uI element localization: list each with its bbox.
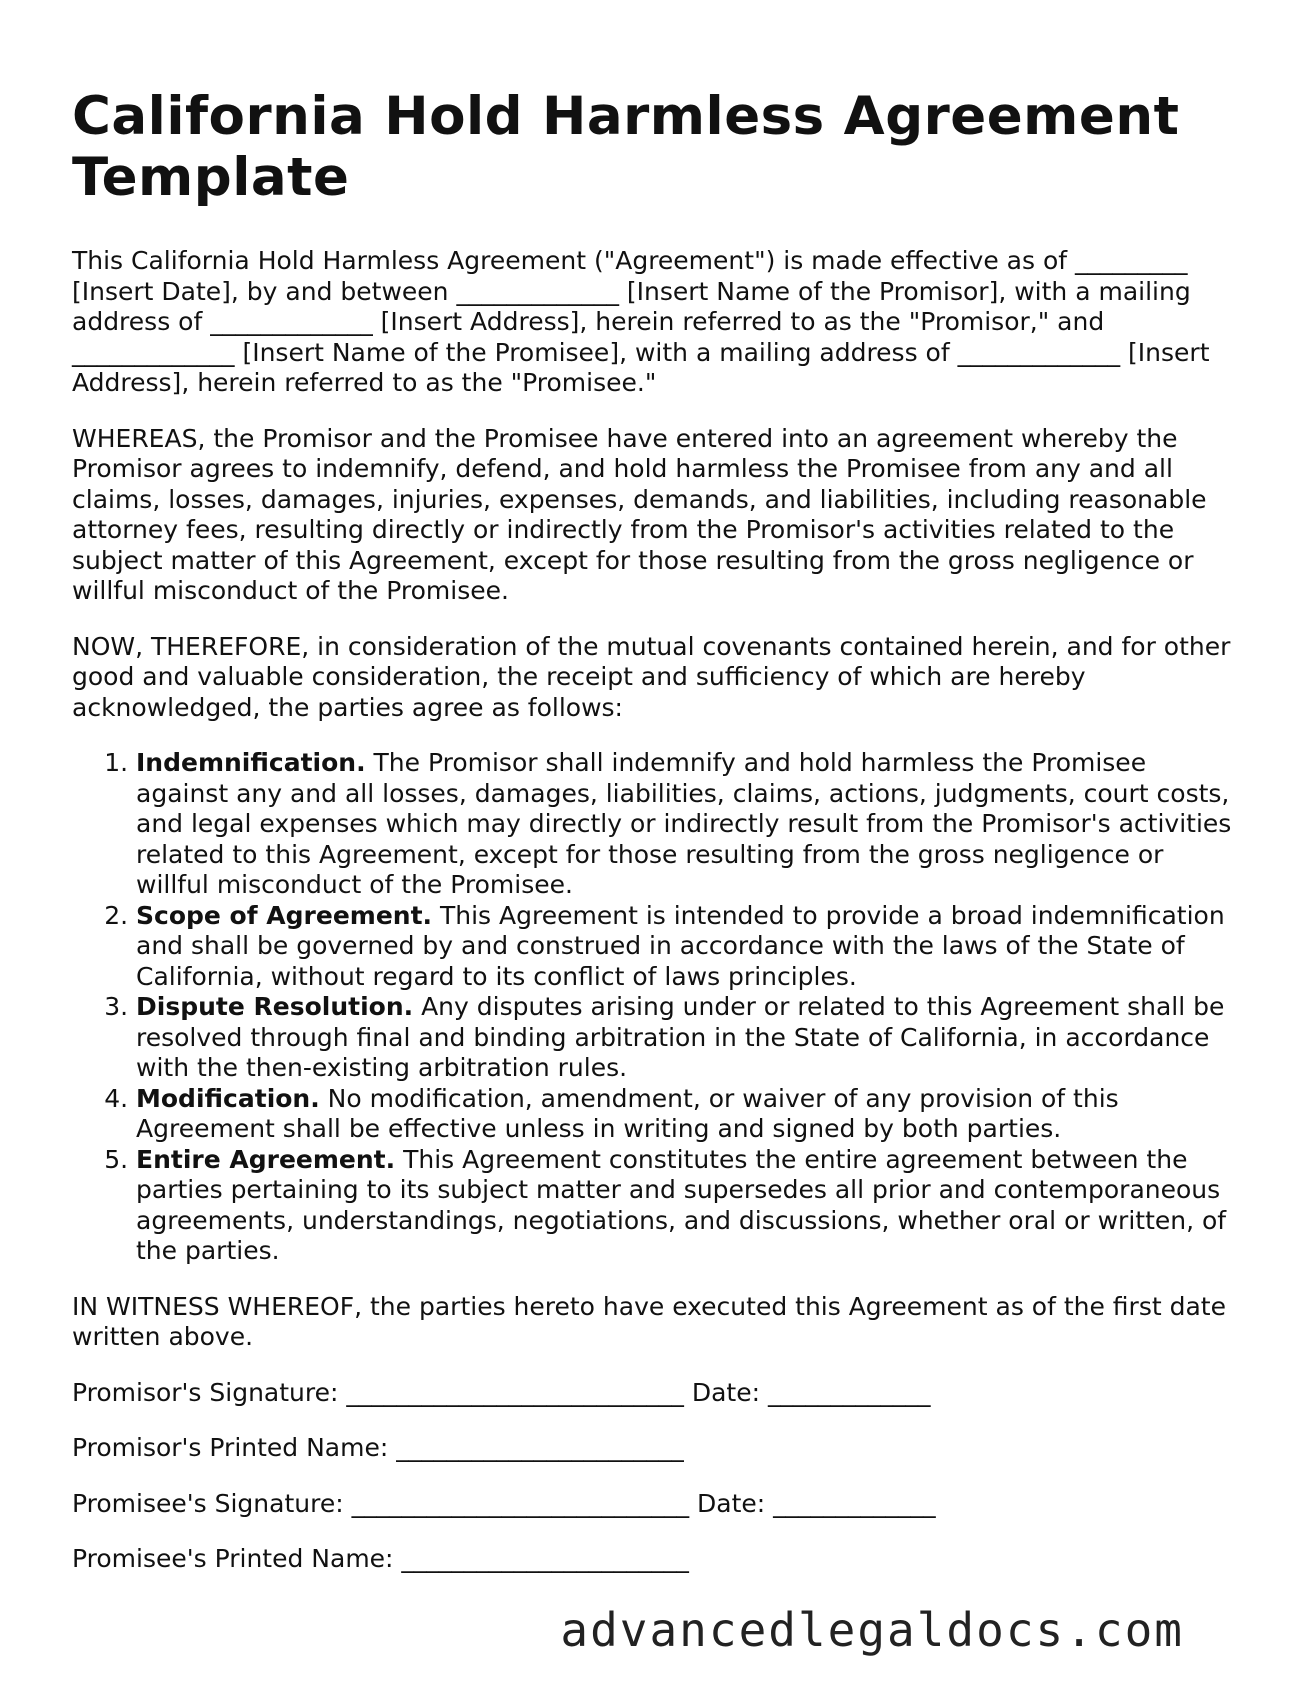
clause-heading: Indemnification. [136, 748, 366, 777]
clause-heading: Entire Agreement. [136, 1144, 396, 1174]
promisor-printed-name-line: Promisor's Printed Name: _______________________ [72, 1433, 684, 1462]
clause-heading: Dispute Resolution. [136, 992, 414, 1021]
clause-text: The Promisor shall indemnify and hold harmless the Promisee against any and all losses, damages, liabilities, claims, actions, judgments, court costs, and legal expenses which may directly or indirectly result from the Promisor's activities related to this Agreement, except for those resulting from the gross negligence or willful misconduct of the Promisee. [136, 748, 1232, 899]
now-therefore-paragraph: NOW, THEREFORE, in consideration of the mutual covenants contained herein, and for other good and valuable consideration, the receipt and sufficiency of which are hereby acknowledged, the parties agree as follows: [72, 631, 1231, 722]
clause-text: This Agreement is intended to provide a broad indemnification and shall be governed by and construed in accordance with the laws of the State of California, without regard to its conflict of laws principles. [136, 900, 1225, 991]
site-watermark: advancedlegaldocs.com [560, 1603, 1184, 1657]
witness-paragraph: IN WITNESS WHEREOF, the parties hereto have executed this Agreement as of the first date written above. [72, 1291, 1226, 1351]
clause-item [136, 748, 1232, 901]
clause-heading: Scope of Agreement. [136, 900, 433, 930]
clause-item [136, 1145, 1232, 1267]
clause-item [136, 901, 1232, 993]
clause-text: Any disputes arising under or related to this Agreement shall be resolved through final and binding arbitration in the State of California, in accordance with the then-existing arbitration rules. [136, 992, 1225, 1082]
document-title: California Hold Harmless Agreement Template [72, 86, 1180, 208]
clause-heading: Modification. [136, 1083, 320, 1113]
clause-item [136, 992, 1232, 1084]
clause-text: No modification, amendment, or waiver of any provision of this Agreement shall be effective unless in writing and signed by both parties. [136, 1083, 1119, 1143]
promisee-signature-line: Promisee's Signature: ___________________________ Date: _____________ [72, 1488, 936, 1518]
intro-paragraph: This California Hold Harmless Agreement ("Agreement") is made effective as of _________ [Insert Date], by and between _____________ [Insert Name of the Promisor], with a mailing address of _____________ [Insert Address], herein referred to as the "Promisor," and _____________ [Insert Name of the Promisee], with a mailing address of _____________ [Insert Address], herein referred to as the "Promisee." [72, 246, 1210, 397]
document-page [72, 86, 1232, 1600]
clause-list [72, 748, 1232, 1267]
whereas-paragraph: WHEREAS, the Promisor and the Promisee have entered into an agreement whereby the Promisor agrees to indemnify, defend, and hold harmless the Promisee from any and all claims, losses, damages, injuries, expenses, demands, and liabilities, including reasonable attorney fees, resulting directly or indirectly from the Promisor's activities related to the subject matter of this Agreement, except for those resulting from the gross negligence or willful misconduct of the Promisee. [72, 423, 1207, 605]
clause-item [136, 1084, 1232, 1145]
clause-text: This Agreement constitutes the entire agreement between the parties pertaining to its subject matter and supersedes all prior and contemporaneous agreements, understandings, negotiations, and discussions, whether oral or written, of the parties. [136, 1144, 1227, 1265]
promisor-signature-line: Promisor's Signature: ___________________________ Date: _____________ [72, 1377, 931, 1407]
promisee-printed-name-line: Promisee's Printed Name: _______________________ [72, 1544, 689, 1573]
